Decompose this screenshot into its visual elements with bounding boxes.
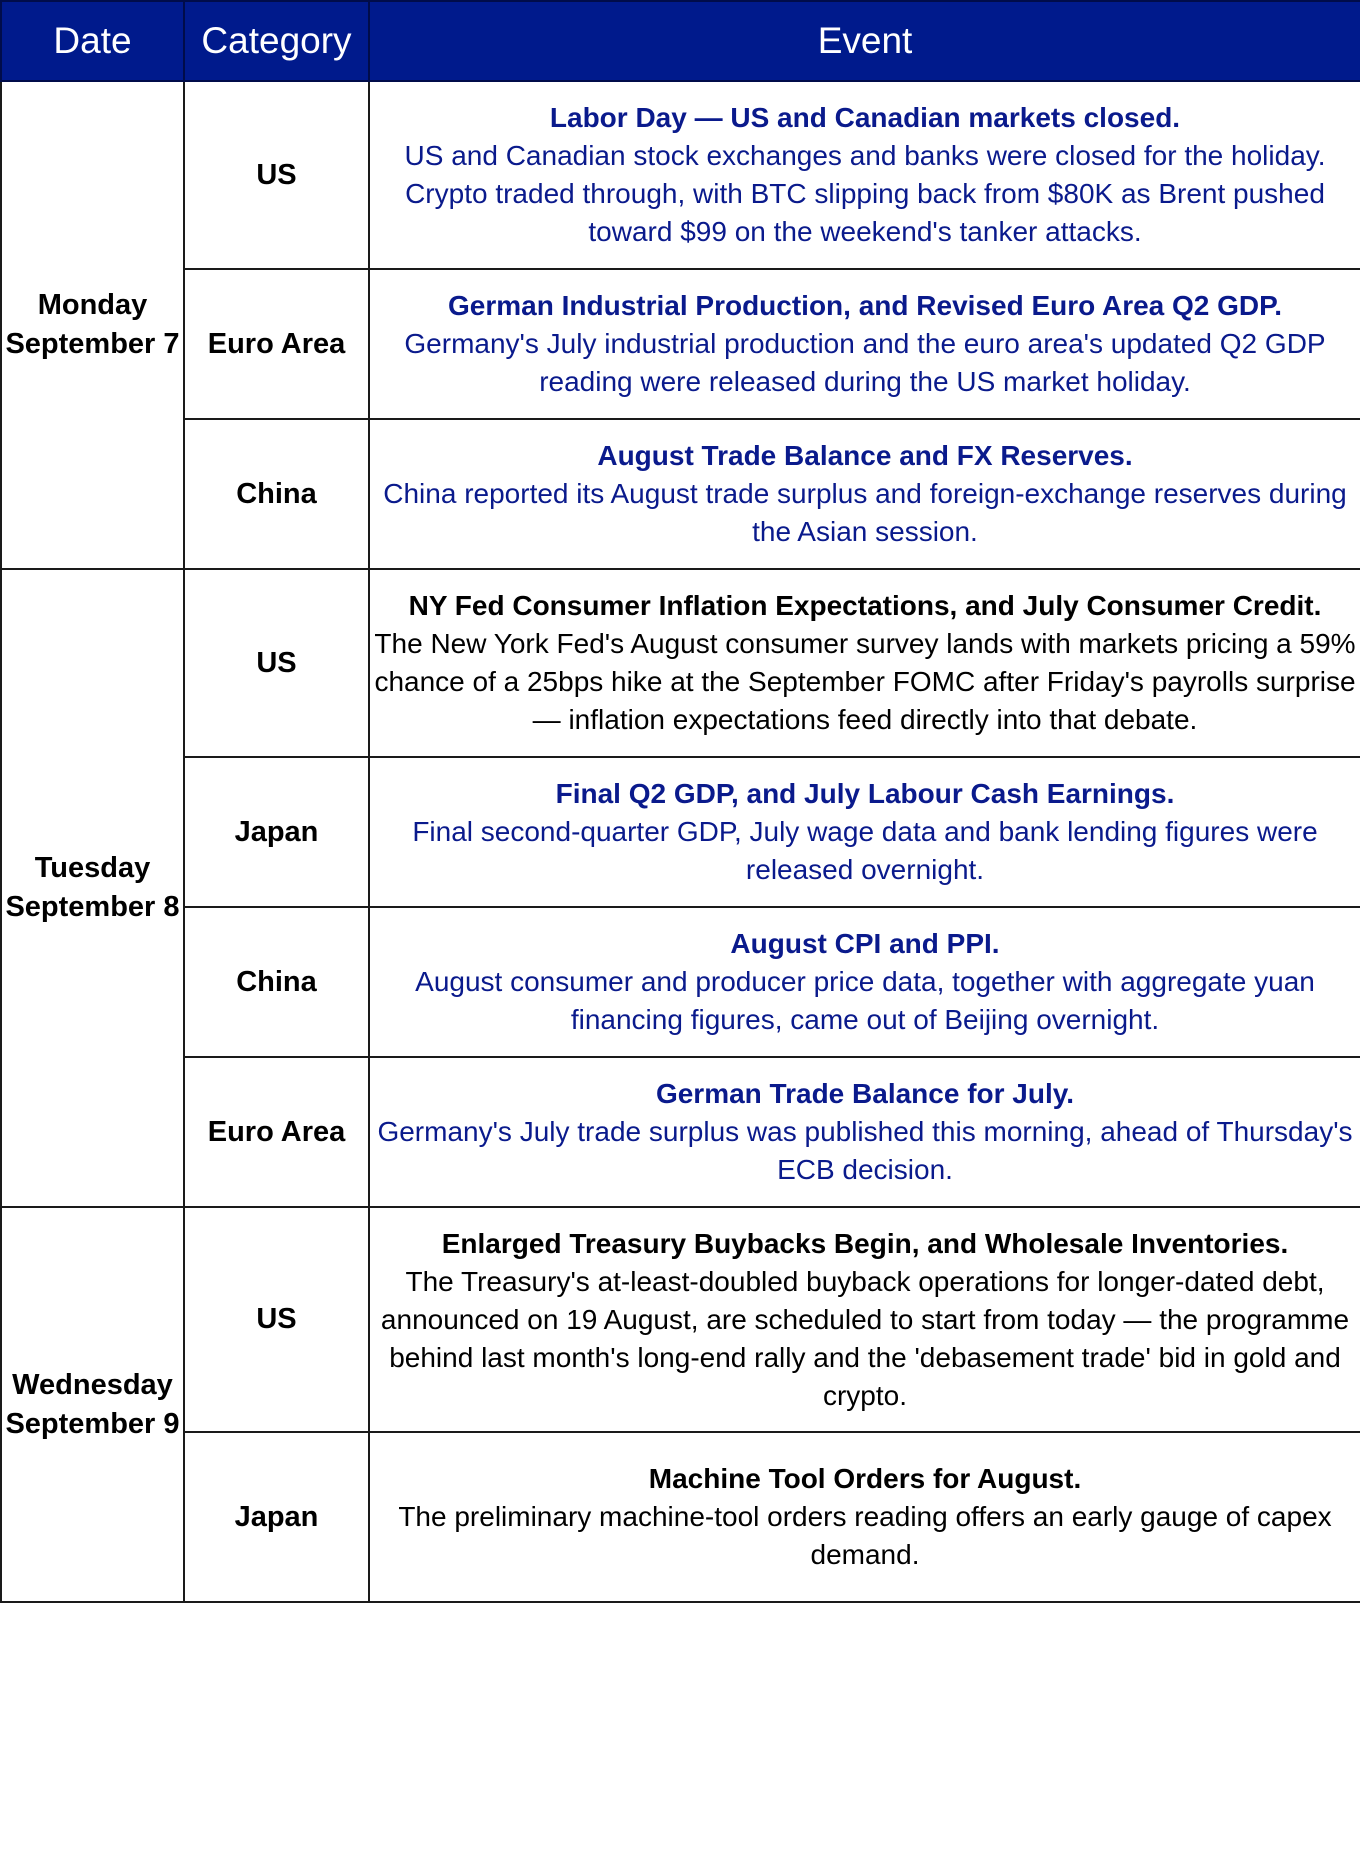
category-column-header: Category (184, 1, 369, 81)
event-title: August Trade Balance and FX Reserves. (597, 440, 1133, 471)
date-cell (1, 81, 184, 569)
event-cell (369, 569, 1360, 757)
table-row (1, 1432, 1360, 1602)
event-description: US and Canadian stock exchanges and banks were closed for the holiday. Crypto traded through, with BTC slipping back from $80K as Brent pushed toward $99 on the weekend's tanker attacks. (404, 140, 1326, 247)
table-row (1, 269, 1360, 419)
category-cell: Euro Area (184, 269, 369, 419)
event-description: August consumer and producer price data, together with aggregate yuan financing figures, came out of Beijing overnight. (415, 966, 1315, 1035)
table-row (1, 907, 1360, 1057)
category-cell: US (184, 569, 369, 757)
event-description: The preliminary machine-tool orders reading offers an early gauge of capex demand. (398, 1501, 1332, 1570)
event-cell (369, 269, 1360, 419)
event-title: August CPI and PPI. (730, 928, 1000, 959)
event-description: The New York Fed's August consumer survey lands with markets pricing a 59% chance of a 25bps hike at the September FOMC after Friday's payrolls surprise — inflation expectations feed directly into that debate. (374, 628, 1356, 735)
category-cell: US (184, 1207, 369, 1432)
date-weekday: Monday (37, 289, 148, 321)
event-description: Germany's July trade surplus was published this morning, ahead of Thursday's ECB decision. (377, 1116, 1353, 1185)
date-day: September 9 (5, 1407, 180, 1440)
event-title: Machine Tool Orders for August. (648, 1463, 1082, 1494)
event-column-header: Event (369, 1, 1360, 81)
category-cell: China (184, 419, 369, 569)
date-cell (1, 569, 184, 1207)
category-cell: Euro Area (184, 1057, 369, 1207)
date-weekday: Wednesday (12, 1368, 173, 1401)
event-title: German Industrial Production, and Revised Euro Area Q2 GDP. (448, 290, 1282, 321)
date-cell (1, 1207, 184, 1602)
category-cell: Japan (184, 757, 369, 907)
table-row (1, 1207, 1360, 1432)
category-cell: US (184, 81, 369, 269)
event-cell (369, 419, 1360, 569)
category-cell: China (184, 907, 369, 1057)
table-row (1, 81, 1360, 269)
event-cell (369, 907, 1360, 1057)
event-cell (369, 1207, 1360, 1432)
event-description: Germany's July industrial production and the euro area's updated Q2 GDP reading were released during the US market holiday. (404, 328, 1326, 397)
table-row (1, 757, 1360, 907)
event-title: Labor Day — US and Canadian markets closed. (549, 102, 1181, 133)
date-weekday: Tuesday (34, 852, 151, 884)
date-day: September 8 (5, 891, 180, 923)
event-description: The Treasury's at-least-doubled buyback operations for longer-dated debt, announced on 19 August, are scheduled to start from today — the programme behind last month's long-end rally and the 'debasement trade' bid in gold and crypto. (380, 1265, 1350, 1411)
category-cell: Japan (184, 1432, 369, 1602)
event-cell (369, 81, 1360, 269)
event-cell (369, 1432, 1360, 1602)
event-title: German Trade Balance for July. (655, 1078, 1075, 1109)
table-row (1, 1057, 1360, 1207)
table-row (1, 419, 1360, 569)
event-title: NY Fed Consumer Inflation Expectations, and July Consumer Credit. (408, 590, 1322, 621)
event-cell (369, 1057, 1360, 1207)
date-day: September 7 (5, 328, 180, 360)
event-description: China reported its August trade surplus and foreign-exchange reserves during the Asian session. (383, 478, 1347, 547)
event-title: Enlarged Treasury Buybacks Begin, and Wholesale Inventories. (441, 1227, 1289, 1259)
date-column-header: Date (1, 1, 184, 81)
header-row (1, 1, 1360, 81)
event-title: Final Q2 GDP, and July Labour Cash Earnings. (555, 778, 1175, 809)
table-row (1, 569, 1360, 757)
event-description: Final second-quarter GDP, July wage data and bank lending figures were released overnight. (412, 816, 1318, 885)
event-cell (369, 757, 1360, 907)
